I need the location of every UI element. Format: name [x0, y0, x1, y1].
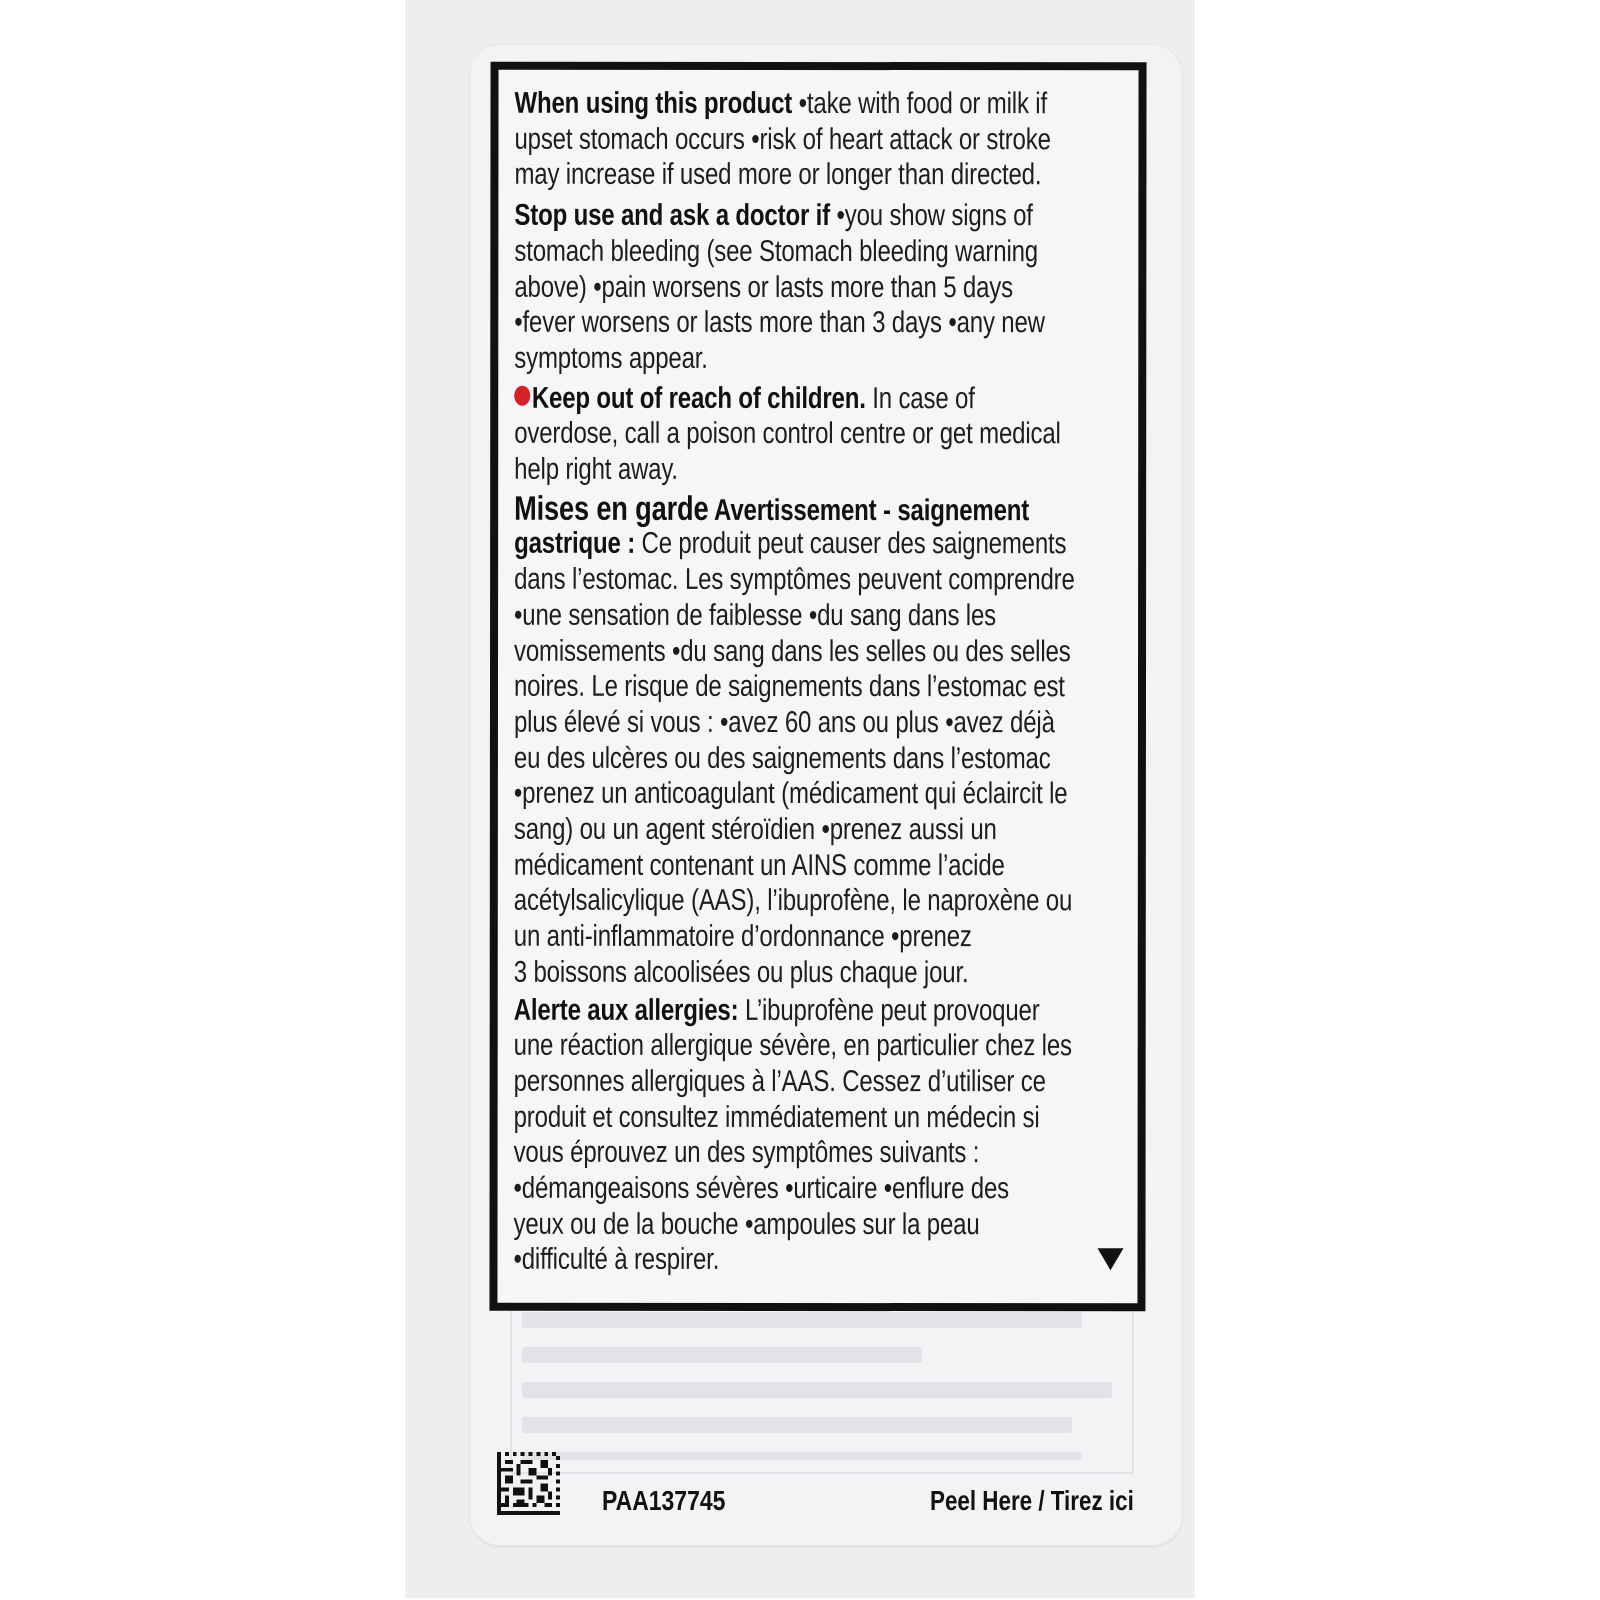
peel-here-label[interactable]: Peel Here / Tirez ici [930, 1485, 1134, 1516]
label-line [514, 705, 1055, 741]
line-text: sang) ou un agent stéroïdien •prenez aussi un [513, 812, 997, 847]
label-line [514, 198, 1032, 234]
label-line [514, 1099, 1040, 1135]
line-text: stomach bleeding (see Stomach bleeding warning [514, 234, 1039, 268]
bold-lead: When using this product [514, 86, 793, 120]
label-line [514, 1064, 1046, 1100]
line-text: In case of [865, 381, 975, 415]
line-text: 3 boissons alcoolisées ou plus chaque jour. [513, 955, 969, 989]
bold-lead: Alerte aux allergies: [513, 993, 739, 1027]
label-line [514, 992, 1040, 1028]
label-line [514, 416, 1061, 452]
line-text: eu des ulcères ou des saignements dans l’estomac [513, 741, 1051, 775]
line-text: L’ibuprofène peut provoquer [738, 993, 1040, 1027]
label-line [514, 526, 1066, 562]
line-text: acétylsalicylique (AAS), l’ibuprofène, le naproxène ou [513, 884, 1073, 918]
label-line [514, 1206, 980, 1242]
bold-lead: gastrique : [514, 527, 636, 561]
line-text: une réaction allergique sévère, en particulier chez les [513, 1028, 1072, 1063]
line-text: vomissements •du sang dans les selles ou des selles [514, 634, 1071, 668]
line-text: upset stomach occurs •risk of heart attack or stroke [514, 122, 1051, 156]
label-line [514, 490, 1029, 528]
label-line [514, 86, 1047, 122]
red-dot-icon [514, 385, 530, 405]
label-line [514, 234, 1038, 270]
label-line [514, 341, 708, 377]
label-line [514, 740, 1051, 776]
line-text: may increase if used more or longer than directed. [514, 158, 1042, 192]
warnings-box [489, 62, 1146, 1312]
bold-lead: Keep out of reach of children. [531, 381, 866, 415]
line-text: symptoms appear. [514, 341, 708, 375]
label-line [514, 1135, 980, 1171]
line-text: Ce produit peut causer des saignements [635, 527, 1067, 561]
label-line [514, 919, 972, 955]
section-heading: Mises en garde [514, 489, 709, 528]
label-line [514, 669, 1065, 705]
line-text: •prenez un anticoagulant (médicament qui éclaircit le [513, 777, 1068, 811]
label-line [514, 157, 1041, 193]
label-line [513, 1242, 719, 1278]
line-text: noires. Le risque de saignements dans l’estomac est [513, 669, 1065, 704]
label-line [514, 1028, 1072, 1064]
label-line [514, 269, 1013, 305]
label-line [514, 562, 1075, 598]
bold-lead: Stop use and ask a doctor if [514, 198, 831, 233]
line-text: personnes allergiques à l’AAS. Cessez d’utiliser ce [513, 1064, 1046, 1099]
label-line [514, 452, 678, 488]
label-line [514, 380, 975, 416]
line-text: yeux ou de la bouche •ampoules sur la peau [513, 1207, 980, 1241]
line-text: médicament contenant un AINS comme l’acide [513, 848, 1005, 882]
line-text: help right away. [514, 452, 678, 486]
datamatrix-barcode-icon [497, 1452, 560, 1515]
triangle-down-icon [1097, 1248, 1123, 1270]
line-text: dans l’estomac. Les symptômes peuvent comprendre [514, 562, 1075, 597]
line-text: un anti-inflammatoire d’ordonnance •prenez [513, 919, 972, 954]
label-line [514, 598, 996, 634]
line-text: plus élevé si vous : •avez 60 ans ou plus •avez déjà [513, 705, 1055, 740]
label-line [514, 883, 1072, 919]
label-line [514, 776, 1068, 812]
line-text: produit et consultez immédiatement un médecin si [513, 1100, 1040, 1134]
line-text: •une sensation de faiblesse •du sang dans les [514, 598, 997, 632]
label-line [514, 812, 997, 848]
line-text: •difficulté à respirer. [513, 1243, 720, 1277]
line-text: •you show signs of [829, 199, 1033, 233]
line-text: vous éprouvez un des symptômes suivants : [513, 1136, 980, 1170]
label-line [514, 1171, 1009, 1207]
line-text: •démangeaisons sévères •urticaire •enflure des [513, 1171, 1010, 1206]
product-code: PAA137745 [602, 1485, 726, 1516]
label-line [514, 633, 1071, 669]
line-text: •take with food or milk if [792, 86, 1048, 121]
label-line [514, 121, 1050, 157]
label-line [514, 955, 969, 991]
label-line [514, 847, 1005, 883]
label-line [514, 305, 1045, 341]
line-text: overdose, call a poison control centre or get medical [514, 417, 1061, 451]
bold-lead: Avertissement - saignement [708, 493, 1030, 527]
line-text: •fever worsens or lasts more than 3 days •any new [514, 305, 1045, 340]
line-text: above) •pain worsens or lasts more than 5 days [514, 270, 1014, 304]
